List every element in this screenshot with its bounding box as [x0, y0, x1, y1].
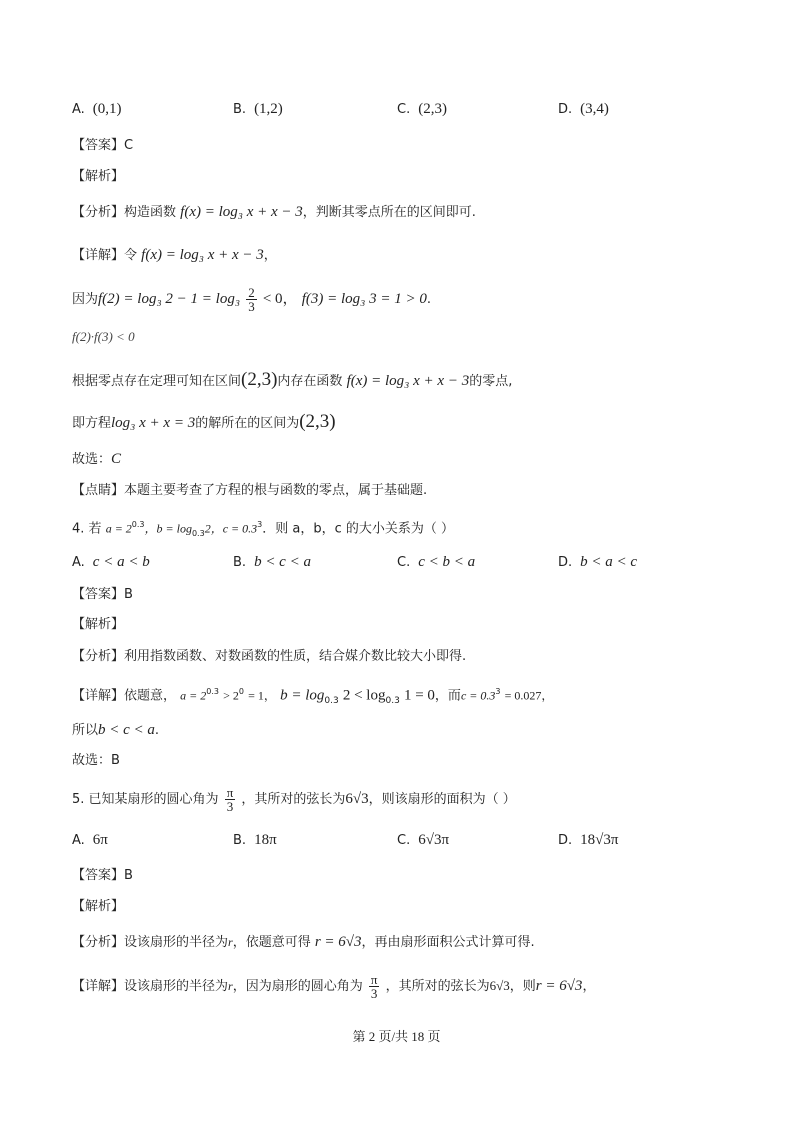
option-label: C. [397, 833, 411, 848]
q4-stem-b-sub: 0.3 [191, 528, 205, 538]
q5-fenxi-prefix: 【分析】设该扇形的半径为 [72, 935, 229, 950]
q4-stem-prefix: 4. 若 [72, 521, 102, 537]
root-mid: 的解所在的区间为 [195, 416, 300, 431]
q4-stem-suffix: ．则 a，b，c 的大小关系为（ ） [262, 521, 454, 537]
q3-because-line [72, 286, 431, 313]
fraction-denominator: 3 [226, 799, 234, 814]
option-value: (0,1) [92, 101, 122, 117]
q4-so-line [72, 720, 159, 741]
xiangjie-prefix: 【详解】令 [72, 248, 138, 263]
q4-option-a [72, 552, 150, 573]
q5-stem-chord: 6√3 [345, 791, 369, 807]
q5-fenxi-formula: r = 6√3 [314, 934, 362, 950]
q3-zero-theorem [72, 370, 512, 392]
zero-suffix: 的零点, [469, 374, 513, 389]
q5-answer: 【答案】B [72, 868, 133, 883]
q3-answer: 【答案】C [72, 138, 134, 153]
option-label: D. [558, 555, 573, 570]
option-value: 18√3π [580, 832, 619, 848]
q4-fenxi: 【分析】利用指数函数、对数函数的性质，结合媒介数比较大小即得. [72, 649, 467, 664]
root-formula: log₃ x + x = 3 [111, 415, 196, 431]
xiangjie-formula: f(x) = log₃ x + x − 3 [141, 247, 264, 263]
q5-option-d [558, 830, 618, 851]
option-label: A. [72, 555, 85, 570]
fraction-denominator: 3 [248, 299, 255, 314]
q5-xiangjie-mid: ，因为扇形的圆心角为 [232, 979, 363, 994]
option-value: (1,2) [254, 101, 283, 117]
zero-prefix: 根据零点存在定理可知在区间 [72, 374, 242, 389]
option-value: (3,4) [580, 101, 609, 117]
q3-option-b [233, 99, 283, 120]
q4-answer: 【答案】B [72, 587, 133, 602]
q5-option-b [233, 830, 277, 851]
zero-formula: f(x) = log₃ x + x − 3 [346, 373, 470, 389]
because-prefix: 因为 [72, 292, 99, 307]
option-value: 18π [254, 832, 277, 848]
zero-interval: (2,3) [241, 369, 278, 390]
because-f2: f(2) = log₃ 2 − 1 = log₃ [98, 291, 241, 307]
fenxi-formula: f(x) = log₃ x + x − 3 [180, 204, 303, 220]
option-label: C. [397, 555, 411, 570]
so-prefix: 所以 [72, 723, 99, 738]
q4-xiangjie-a-exp: 0.3 [206, 687, 219, 696]
q4-xiangjie-a-exp2: 0 [238, 687, 245, 696]
q5-fenxi-suffix: ，再由扇形面积公式计算可得. [361, 935, 535, 950]
q3-option-a [72, 99, 122, 120]
zero-mid: 内存在函数 [277, 374, 343, 389]
xiangjie-suffix: ， [263, 248, 277, 263]
fraction-pi-over-three [225, 786, 236, 813]
fenxi-suffix: ，判断其零点所在的区间即可. [302, 205, 476, 220]
q4-xiangjie-a-end: = 1， [248, 688, 276, 703]
root-interval: (2,3) [299, 411, 336, 432]
product-formula: f(2)·f(3) < 0 [72, 329, 135, 344]
q5-option-c [397, 830, 449, 851]
option-value: b < c < a [254, 554, 311, 570]
q5-analysis-heading: 【解析】 [72, 899, 125, 914]
option-label: B. [233, 555, 247, 570]
q4-xiangjie-b: b = log [280, 687, 325, 704]
q3-fenxi [72, 202, 476, 223]
q4-stem-c: ，c = 0.3 [210, 521, 258, 536]
q4-xiangjie-b-end: 1 = 0 [403, 687, 435, 704]
q5-xiangjie-r: r [228, 979, 233, 993]
q4-xiangjie [72, 682, 553, 711]
option-label: D. [558, 102, 573, 117]
so-formula: b < c < a [98, 722, 155, 738]
q4-xiangjie-prefix: 【详解】依题意， [72, 688, 177, 704]
option-label: B. [233, 102, 247, 117]
because-f3: f(3) = log₃ 3 = 1 > 0 [301, 291, 427, 307]
q3-product [72, 327, 135, 348]
fraction-numerator: π [226, 785, 234, 800]
q3-option-c [397, 99, 447, 120]
option-label: C. [397, 102, 411, 117]
option-value: 6π [92, 832, 108, 848]
q5-xiangjie-mid2: ，其所对的弦长为 [385, 979, 490, 994]
q4-choice: 故选：B [72, 753, 120, 768]
because-lt-zero: < 0， [262, 291, 298, 307]
q5-xiangjie-mid3: ，则 [509, 979, 536, 994]
q4-stem-b-end: 2 [204, 521, 211, 536]
fraction-denominator: 3 [370, 986, 378, 1001]
q5-xiangjie [72, 973, 595, 1000]
option-value: c < b < a [418, 554, 476, 570]
q3-analysis-heading: 【解析】 [72, 169, 125, 184]
q5-stem-mid: ，其所对的弦长为 [241, 792, 346, 807]
q4-stem-b: ，b = log [144, 521, 192, 536]
q5-fenxi-r: r [228, 935, 233, 949]
fraction-numerator: 2 [248, 285, 255, 300]
q4-option-c [397, 552, 475, 573]
q4-option-d [558, 552, 637, 573]
q4-xiangjie-c-prefix: ，而 [434, 688, 461, 704]
option-value: c < a < b [92, 554, 150, 570]
q5-stem-suffix: ，则该扇形的面积为（ ） [368, 792, 516, 807]
fraction-two-thirds [246, 286, 257, 313]
q4-xiangjie-c: c = 0.3 [460, 688, 496, 703]
option-label: B. [233, 833, 247, 848]
option-label: A. [72, 102, 85, 117]
q4-xiangjie-a-mid: > 2 [223, 688, 239, 703]
option-value: b < a < c [580, 554, 638, 570]
q5-fenxi [72, 932, 535, 953]
fenxi-prefix: 【分析】构造函数 [72, 205, 177, 220]
q3-dianjing: 【点睛】本题主要考查了方程的根与函数的零点，属于基础题. [72, 483, 428, 498]
root-prefix: 即方程 [72, 416, 112, 431]
q5-stem-prefix: 5. 已知某扇形的圆心角为 [72, 792, 219, 807]
q4-analysis-heading: 【解析】 [72, 617, 125, 632]
q4-xiangjie-b-mid: 2 < log [342, 687, 386, 704]
q5-xiangjie-prefix: 【详解】设该扇形的半径为 [72, 979, 229, 994]
fraction-numerator: π [370, 972, 378, 987]
q5-fenxi-mid: ，依题意可得 [232, 935, 311, 950]
option-value: (2,3) [418, 101, 447, 117]
q5-option-a [72, 830, 108, 851]
q4-xiangjie-c-end: = 0.027， [504, 688, 554, 703]
q4-stem-a-exp: 0.3 [131, 520, 145, 529]
fraction-pi-over-three [369, 973, 380, 1000]
q4-xiangjie-b-sub2: 0.3 [385, 695, 400, 706]
q4-xiangjie-b-sub: 0.3 [324, 695, 339, 706]
q5-xiangjie-chord: 6√3 [489, 978, 510, 993]
q4-stem-a: a = 2 [105, 521, 132, 536]
option-value: 6√3π [418, 832, 450, 848]
q4-stem [72, 515, 454, 544]
option-label: D. [558, 833, 573, 848]
q4-xiangjie-c-exp: 3 [495, 687, 501, 696]
q3-option-d [558, 99, 609, 120]
q5-xiangjie-end: ， [582, 979, 596, 994]
because-end: . [426, 292, 431, 307]
q5-xiangjie-formula: r = 6√3 [535, 978, 583, 994]
choice-value: C [111, 451, 122, 467]
q3-choice [72, 449, 121, 470]
q4-stem-c-exp: 3 [257, 520, 263, 529]
q3-root-line [72, 412, 336, 434]
choice-prefix: 故选： [72, 452, 112, 467]
so-end: . [154, 723, 160, 738]
option-label: A. [72, 833, 85, 848]
page-footer: 第 2 页/共 18 页 [352, 1029, 441, 1044]
q3-xiangjie [72, 245, 277, 266]
q4-option-b [233, 552, 311, 573]
q4-xiangjie-a: a = 2 [180, 688, 207, 703]
q5-stem [72, 786, 516, 813]
